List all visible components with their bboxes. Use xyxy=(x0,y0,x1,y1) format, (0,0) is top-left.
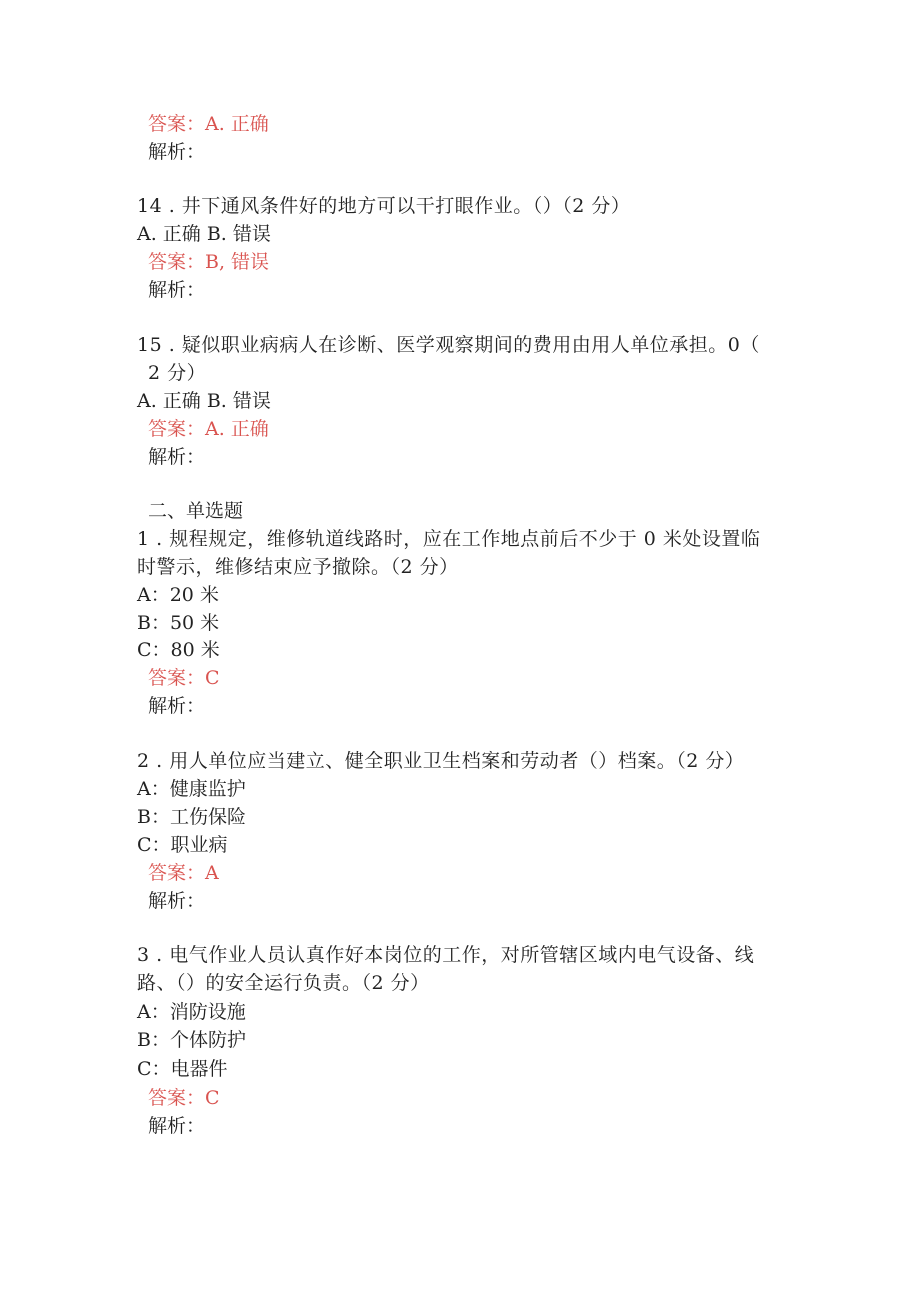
q14-answer: 答案：B, 错误 xyxy=(148,251,270,273)
s3-explanation: 解析： xyxy=(148,1115,206,1137)
q15-answer: 答案：A. 正确 xyxy=(148,418,269,440)
q15-options: A. 正确 B. 错误 xyxy=(137,390,271,412)
s3-option-b: B：个体防护 xyxy=(137,1029,246,1051)
s1-option-b: B：50 米 xyxy=(137,612,220,634)
s1-option-c: C：80 米 xyxy=(137,639,220,661)
s1-option-a: A：20 米 xyxy=(137,584,219,606)
s2-option-b: B：工伤保险 xyxy=(137,806,246,828)
s2-option-c: C：职业病 xyxy=(137,834,228,856)
q13-answer: 答案：A. 正确 xyxy=(148,113,269,135)
s3-option-c: C：电器件 xyxy=(137,1058,228,1080)
s1-question-line2: 时警示，维修结束应予撤除。（2 分） xyxy=(137,556,459,578)
s3-answer: 答案：C xyxy=(148,1087,220,1109)
s2-explanation: 解析： xyxy=(148,890,206,912)
s2-question: 2 . 用人单位应当建立、健全职业卫生档案和劳动者（）档案。（2 分） xyxy=(137,750,745,772)
q15-explanation: 解析： xyxy=(148,446,206,468)
s1-explanation: 解析： xyxy=(148,695,206,717)
s2-option-a: A：健康监护 xyxy=(137,778,246,800)
s3-question-line1: 3 . 电气作业人员认真作好本岗位的工作，对所管辖区域内电气设备、线 xyxy=(137,944,755,966)
section-title: 二、单选题 xyxy=(148,500,244,522)
s1-question-line1: 1 . 规程规定，维修轨道线路时，应在工作地点前后不少于 0 米处设置临 xyxy=(137,528,761,550)
q14-options: A. 正确 B. 错误 xyxy=(137,223,271,245)
q15-question-line1: 15 . 疑似职业病病人在诊断、医学观察期间的费用由用人单位承担。0（ xyxy=(137,334,760,356)
q14-explanation: 解析： xyxy=(148,279,206,301)
s2-answer: 答案：A xyxy=(148,862,219,884)
s3-option-a: A：消防设施 xyxy=(137,1001,246,1023)
q14-question: 14 . 井下通风条件好的地方可以干打眼作业。（）（2 分） xyxy=(137,195,631,217)
s3-question-line2: 路、（）的安全运行负责。（2 分） xyxy=(137,972,430,994)
s1-answer: 答案：C xyxy=(148,667,220,689)
q13-explanation: 解析： xyxy=(148,141,206,163)
q15-question-line2: 2 分） xyxy=(148,362,207,384)
